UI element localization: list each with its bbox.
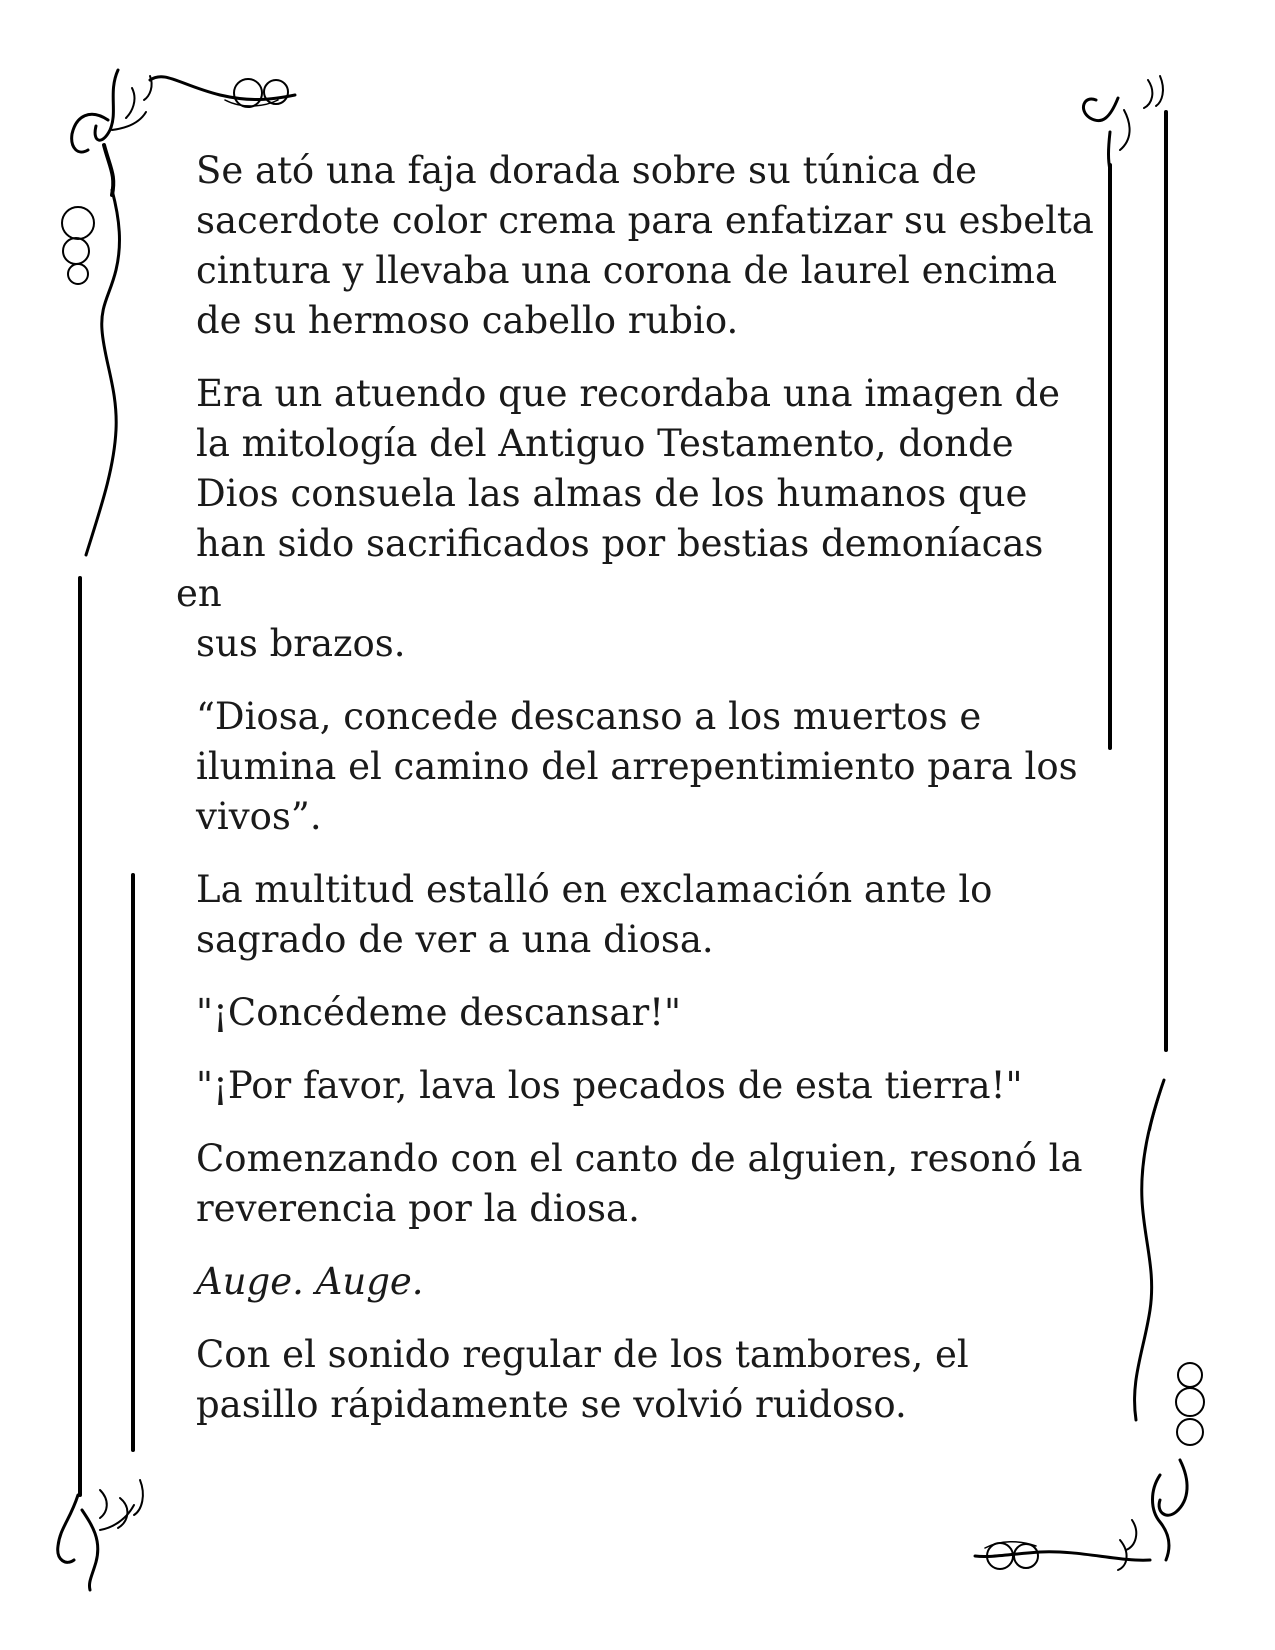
text-line: Con el sonido regular de los tambores, el	[196, 1333, 969, 1376]
paragraph	[176, 146, 1096, 346]
text-line: han sido sacrificados por bestias demoníacas en	[176, 522, 1044, 615]
paragraph	[176, 1330, 1096, 1430]
paragraph	[176, 692, 1096, 842]
text-line: Se ató una faja dorada sobre su túnica de	[196, 149, 978, 192]
paragraph	[176, 369, 1096, 669]
text-line: Dios consuela las almas de los humanos que	[196, 472, 1028, 515]
text-line: “Diosa, concede descanso a los muertos e	[196, 695, 982, 738]
paragraph	[176, 1134, 1096, 1234]
text-line: "¡Por favor, lava los pecados de esta tierra!"	[196, 1064, 1023, 1107]
text-line: de su hermoso cabello rubio.	[196, 299, 739, 342]
text-line: la mitología del Antiguo Testamento, donde	[196, 422, 1014, 465]
text-line: sus brazos.	[196, 622, 406, 665]
paragraph	[176, 1061, 1096, 1111]
paragraph	[176, 865, 1096, 965]
text-line: sagrado de ver a una diosa.	[196, 918, 714, 961]
text-line: cintura y llevaba una corona de laurel encima	[196, 249, 1058, 292]
paragraph	[176, 1257, 1096, 1307]
bottom-left-flourish	[58, 1480, 143, 1590]
text-line: "¡Concédeme descansar!"	[196, 991, 682, 1034]
text-column	[176, 146, 1096, 1453]
text-line: reverencia por la diosa.	[196, 1187, 640, 1230]
text-line: sacerdote color crema para enfatizar su esbelta	[196, 199, 1094, 242]
paragraph	[176, 988, 1096, 1038]
text-line: ilumina el camino del arrepentimiento para los	[196, 745, 1078, 788]
left-side-ornament	[62, 190, 133, 1495]
right-side-ornament	[1135, 1080, 1164, 1420]
text-line: Comenzando con el canto de alguien, resonó la	[196, 1137, 1083, 1180]
text-line: Auge. Auge.	[196, 1260, 424, 1303]
text-line: pasillo rápidamente se volvió ruidoso.	[196, 1383, 907, 1426]
text-line: vivos”.	[196, 795, 322, 838]
text-line: La multitud estalló en exclamación ante lo	[196, 868, 993, 911]
text-line: Era un atuendo que recordaba una imagen de	[196, 372, 1061, 415]
